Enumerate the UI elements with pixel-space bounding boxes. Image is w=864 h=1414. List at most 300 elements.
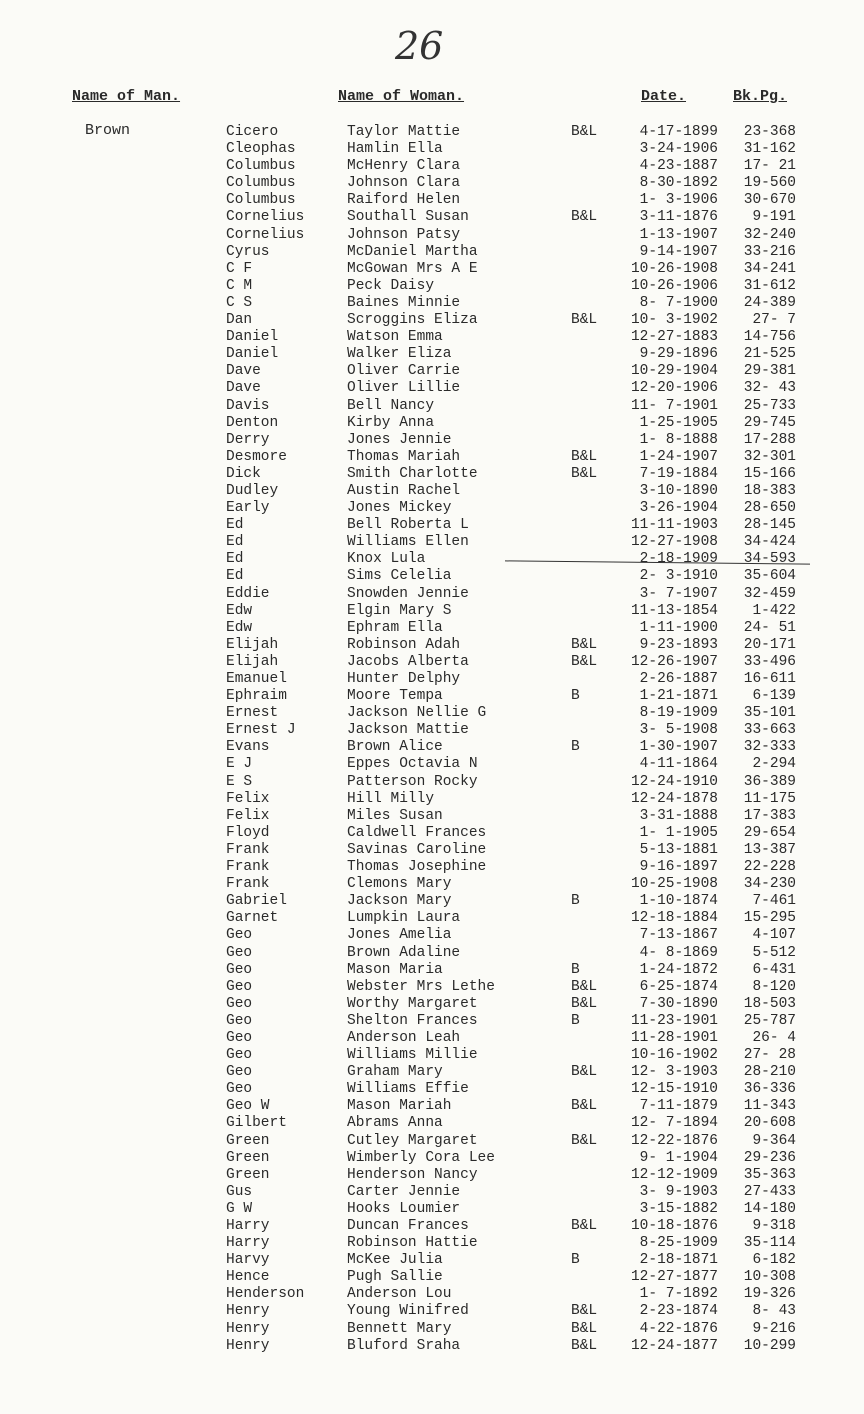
woman-name: Mason Mariah — [347, 1098, 452, 1115]
marriage-date: 3-15-1882 — [639, 1200, 718, 1217]
woman-name: Brown Adaline — [347, 944, 461, 961]
table-row — [0, 312, 864, 329]
given-name: Ephraim — [226, 688, 287, 705]
marriage-date: 1-10-1874 — [639, 893, 718, 910]
book-page: 31-162 — [743, 141, 796, 158]
book-page: 25-787 — [743, 1012, 796, 1029]
table-row — [0, 1303, 864, 1320]
table-row — [0, 227, 864, 244]
table-row — [0, 346, 864, 363]
given-name: Gus — [226, 1183, 253, 1200]
table-row — [0, 962, 864, 979]
marriage-date: 8-19-1909 — [639, 705, 718, 722]
given-name: Henry — [226, 1320, 270, 1337]
marriage-date: 7-11-1879 — [639, 1098, 718, 1115]
book-page: 35-604 — [743, 568, 796, 585]
marriage-date: 10-26-1906 — [630, 277, 718, 294]
table-row — [0, 500, 864, 517]
given-name: Daniel — [226, 346, 279, 363]
marriage-date: 12-20-1906 — [630, 380, 718, 397]
marriage-date: 12-18-1884 — [630, 910, 718, 927]
given-name: Daniel — [226, 329, 279, 346]
woman-name: Hamlin Ella — [347, 141, 443, 158]
marriage-date: 12-12-1909 — [630, 1166, 718, 1183]
given-name: Cornelius — [226, 209, 305, 226]
book-page: 35-101 — [743, 705, 796, 722]
given-name: Geo — [226, 1029, 253, 1046]
table-row — [0, 568, 864, 585]
marriage-date: 3-24-1906 — [639, 141, 718, 158]
given-name: Frank — [226, 876, 270, 893]
given-name: Dudley — [226, 482, 279, 499]
table-row — [0, 261, 864, 278]
book-page: 32- 43 — [743, 380, 796, 397]
book-page: 32-333 — [743, 739, 796, 756]
table-row — [0, 705, 864, 722]
book-page: 27-433 — [743, 1183, 796, 1200]
table-row — [0, 1269, 864, 1286]
marriage-date: 4-17-1899 — [639, 124, 718, 140]
given-name: Davis — [226, 397, 270, 414]
woman-name: Elgin Mary S — [347, 602, 452, 619]
book-page: 33-216 — [743, 243, 796, 260]
given-name: Ed — [226, 551, 244, 568]
woman-name: Sims Celelia — [347, 568, 452, 585]
given-name: Emanuel — [226, 671, 287, 687]
table-row — [0, 825, 864, 842]
given-name: Cicero — [226, 124, 279, 140]
marriage-date: 12-24-1910 — [630, 773, 718, 790]
record-note: B&L — [571, 448, 598, 465]
marriage-date: 1-11-1900 — [639, 619, 718, 636]
book-page: 9-216 — [752, 1320, 796, 1337]
given-name: Frank — [226, 859, 270, 876]
woman-name: Graham Mary — [347, 1064, 443, 1081]
record-note: B&L — [571, 1132, 598, 1149]
table-row — [0, 739, 864, 756]
book-page: 20-608 — [743, 1115, 796, 1132]
marriage-date: 10-18-1876 — [630, 1218, 718, 1234]
table-row — [0, 808, 864, 825]
given-name: Harry — [226, 1235, 270, 1252]
woman-name: Ephram Ella — [347, 619, 443, 636]
woman-name: Bennett Mary — [347, 1320, 452, 1337]
record-note: B — [571, 688, 580, 705]
given-name: Cyrus — [226, 243, 270, 260]
woman-name: Johnson Patsy — [347, 226, 461, 243]
given-name: Felix — [226, 807, 270, 824]
marriage-date: 2-23-1874 — [639, 1303, 718, 1320]
given-name: Green — [226, 1166, 270, 1183]
woman-name: Williams Effie — [347, 1081, 469, 1098]
header-date: Date. — [641, 88, 687, 105]
table-row — [0, 893, 864, 910]
woman-name: Kirby Anna — [347, 414, 435, 431]
woman-name: Abrams Anna — [347, 1115, 443, 1132]
table-row — [0, 175, 864, 192]
woman-name: Hooks Loumier — [347, 1200, 461, 1217]
woman-name: Walker Eliza — [347, 346, 452, 363]
book-page: 27- 28 — [743, 1047, 796, 1064]
book-page: 21-525 — [743, 346, 796, 363]
woman-name: Bluford Sraha — [347, 1337, 461, 1354]
given-name: Columbus — [226, 158, 296, 175]
woman-name: McGowan Mrs A E — [347, 260, 478, 277]
table-row — [0, 996, 864, 1013]
book-page: 13-387 — [743, 841, 796, 858]
book-page: 33-663 — [743, 722, 796, 739]
record-note: B&L — [571, 1303, 598, 1320]
marriage-date: 7-13-1867 — [639, 927, 718, 944]
book-page: 19-560 — [743, 175, 796, 192]
given-name: Geo — [226, 1047, 253, 1064]
given-name: Columbus — [226, 175, 296, 192]
given-name: Geo — [226, 1064, 253, 1081]
given-name: Geo — [226, 961, 253, 978]
record-note: B&L — [571, 465, 598, 482]
table-row — [0, 637, 864, 654]
marriage-date: 12-26-1907 — [630, 653, 718, 670]
book-page: 8-120 — [752, 978, 796, 995]
record-note: B&L — [571, 209, 598, 226]
woman-name: Young Winifred — [347, 1303, 469, 1320]
woman-name: Scroggins Eliza — [347, 312, 478, 329]
given-name: Geo — [226, 1012, 253, 1029]
record-note: B&L — [571, 1320, 598, 1337]
table-row — [0, 722, 864, 739]
given-name: Evans — [226, 739, 270, 756]
given-name: Desmore — [226, 448, 287, 465]
book-page: 29-236 — [743, 1149, 796, 1166]
book-page: 30-670 — [743, 192, 796, 209]
given-name: Harry — [226, 1218, 270, 1234]
record-note: B&L — [571, 995, 598, 1012]
marriage-date: 10-26-1908 — [630, 260, 718, 277]
woman-name: Hill Milly — [347, 790, 435, 807]
book-page: 10-308 — [743, 1269, 796, 1286]
woman-name: Williams Ellen — [347, 534, 469, 551]
marriage-date: 3-26-1904 — [639, 500, 718, 517]
given-name: Geo W — [226, 1098, 270, 1115]
woman-name: Austin Rachel — [347, 482, 461, 499]
book-page: 31-612 — [743, 277, 796, 294]
marriage-date: 1-21-1871 — [639, 688, 718, 705]
table-row — [0, 209, 864, 226]
book-page: 36-336 — [743, 1081, 796, 1098]
book-page: 15-295 — [743, 910, 796, 927]
marriage-date: 12-27-1883 — [630, 329, 718, 346]
given-name: Dave — [226, 380, 261, 397]
book-page: 32-459 — [743, 585, 796, 602]
marriage-date: 12-15-1910 — [630, 1081, 718, 1098]
woman-name: Mason Maria — [347, 961, 443, 978]
given-name: Floyd — [226, 824, 270, 841]
record-note: B&L — [571, 653, 598, 670]
given-name: Early — [226, 500, 270, 517]
given-name: Henry — [226, 1303, 270, 1320]
woman-name: Jacobs Alberta — [347, 653, 469, 670]
book-page: 11-343 — [743, 1098, 796, 1115]
marriage-date: 9-23-1893 — [639, 636, 718, 653]
table-row — [0, 620, 864, 637]
book-page: 24- 51 — [743, 619, 796, 636]
table-row — [0, 1252, 864, 1269]
given-name: Dave — [226, 363, 261, 380]
record-note: B&L — [571, 1064, 598, 1081]
woman-name: Carter Jennie — [347, 1183, 461, 1200]
book-page: 26- 4 — [752, 1029, 796, 1046]
woman-name: Jones Mickey — [347, 500, 452, 517]
marriage-date: 2-26-1887 — [639, 671, 718, 687]
marriage-date: 9-14-1907 — [639, 243, 718, 260]
woman-name: Bell Roberta L — [347, 517, 469, 534]
header-name-of-woman: Name of Woman. — [338, 88, 465, 105]
given-name: Geo — [226, 1081, 253, 1098]
woman-name: Caldwell Frances — [347, 824, 487, 841]
given-name: Garnet — [226, 910, 279, 927]
marriage-date: 1-13-1907 — [639, 226, 718, 243]
table-row — [0, 1201, 864, 1218]
book-page: 35-363 — [743, 1166, 796, 1183]
marriage-date: 8- 7-1900 — [639, 294, 718, 311]
woman-name: Oliver Carrie — [347, 363, 461, 380]
table-row — [0, 859, 864, 876]
woman-name: Patterson Rocky — [347, 773, 478, 790]
marriage-date: 4-11-1864 — [639, 756, 718, 773]
book-page: 36-389 — [743, 773, 796, 790]
table-row — [0, 842, 864, 859]
given-name: Edw — [226, 619, 253, 636]
record-note: B&L — [571, 1337, 598, 1354]
woman-name: Shelton Frances — [347, 1012, 478, 1029]
woman-name: Savinas Caroline — [347, 841, 487, 858]
record-note: B&L — [571, 124, 598, 140]
marriage-date: 9-29-1896 — [639, 346, 718, 363]
marriage-date: 12-24-1878 — [630, 790, 718, 807]
marriage-date: 7-19-1884 — [639, 465, 718, 482]
book-page: 5-512 — [752, 944, 796, 961]
woman-name: Webster Mrs Lethe — [347, 978, 495, 995]
woman-name: Miles Susan — [347, 807, 443, 824]
marriage-date: 10- 3-1902 — [630, 312, 718, 329]
woman-name: Oliver Lillie — [347, 380, 461, 397]
woman-name: Jackson Nellie G — [347, 705, 487, 722]
book-page: 14-756 — [743, 329, 796, 346]
book-page: 35-114 — [743, 1235, 796, 1252]
table-row — [0, 124, 864, 141]
book-page: 11-175 — [743, 790, 796, 807]
marriage-date: 10-16-1902 — [630, 1047, 718, 1064]
woman-name: Worthy Margaret — [347, 995, 478, 1012]
woman-name: McKee Julia — [347, 1252, 443, 1269]
table-row — [0, 244, 864, 261]
marriage-date: 12- 3-1903 — [630, 1064, 718, 1081]
woman-name: Anderson Leah — [347, 1029, 461, 1046]
table-row — [0, 603, 864, 620]
book-page: 34-424 — [743, 534, 796, 551]
woman-name: Knox Lula — [347, 551, 426, 568]
record-note: B&L — [571, 636, 598, 653]
marriage-date: 1-24-1907 — [639, 448, 718, 465]
book-page: 28-145 — [743, 517, 796, 534]
marriage-date: 5-13-1881 — [639, 841, 718, 858]
given-name: Gilbert — [226, 1115, 287, 1132]
given-name: Derry — [226, 431, 270, 448]
book-page: 17-383 — [743, 807, 796, 824]
marriage-date: 1- 1-1905 — [639, 824, 718, 841]
book-page: 29-381 — [743, 363, 796, 380]
record-note: B&L — [571, 1218, 598, 1234]
marriage-date: 11- 7-1901 — [630, 397, 718, 414]
book-page: 34-230 — [743, 876, 796, 893]
given-name: E S — [226, 773, 253, 790]
table-row — [0, 1150, 864, 1167]
marriage-date: 10-29-1904 — [630, 363, 718, 380]
marriage-date: 10-25-1908 — [630, 876, 718, 893]
table-row — [0, 910, 864, 927]
given-name: Denton — [226, 414, 279, 431]
marriage-date: 8-25-1909 — [639, 1235, 718, 1252]
book-page: 22-228 — [743, 859, 796, 876]
given-name: Edw — [226, 602, 253, 619]
table-row — [0, 278, 864, 295]
marriage-date: 2- 3-1910 — [639, 568, 718, 585]
table-row — [0, 141, 864, 158]
given-name: Ernest J — [226, 722, 296, 739]
marriage-date: 3-11-1876 — [639, 209, 718, 226]
given-name: Ed — [226, 517, 244, 534]
table-row — [0, 483, 864, 500]
book-page: 24-389 — [743, 294, 796, 311]
table-row — [0, 466, 864, 483]
woman-name: Jackson Mary — [347, 893, 452, 910]
table-row — [0, 1115, 864, 1132]
table-row — [0, 1030, 864, 1047]
table-row — [0, 551, 864, 568]
book-page: 9-364 — [752, 1132, 796, 1149]
table-row — [0, 432, 864, 449]
book-page: 4-107 — [752, 927, 796, 944]
woman-name: Duncan Frances — [347, 1218, 469, 1234]
woman-name: Jones Amelia — [347, 927, 452, 944]
table-row — [0, 1013, 864, 1030]
woman-name: Robinson Adah — [347, 636, 461, 653]
woman-name: Bell Nancy — [347, 397, 435, 414]
marriage-date: 12-22-1876 — [630, 1132, 718, 1149]
table-row — [0, 1235, 864, 1252]
woman-name: McHenry Clara — [347, 158, 461, 175]
woman-name: Henderson Nancy — [347, 1166, 478, 1183]
marriage-date: 11-23-1901 — [630, 1012, 718, 1029]
book-page: 32-301 — [743, 448, 796, 465]
woman-name: Raiford Helen — [347, 192, 461, 209]
table-row — [0, 1064, 864, 1081]
table-row — [0, 756, 864, 773]
table-row — [0, 1133, 864, 1150]
given-name: Henry — [226, 1337, 270, 1354]
marriage-date: 3-10-1890 — [639, 482, 718, 499]
book-page: 6-431 — [752, 961, 796, 978]
book-page: 2-294 — [752, 756, 796, 773]
marriage-date: 1-25-1905 — [639, 414, 718, 431]
woman-name: Johnson Clara — [347, 175, 461, 192]
woman-name: Clemons Mary — [347, 876, 452, 893]
table-row — [0, 1184, 864, 1201]
marriage-date: 4- 8-1869 — [639, 944, 718, 961]
woman-name: Brown Alice — [347, 739, 443, 756]
marriage-date: 1- 7-1892 — [639, 1286, 718, 1303]
woman-name: Pugh Sallie — [347, 1269, 443, 1286]
given-name: Geo — [226, 927, 253, 944]
given-name: Green — [226, 1132, 270, 1149]
woman-name: Taylor Mattie — [347, 124, 461, 140]
woman-name: Thomas Josephine — [347, 859, 487, 876]
woman-name: Williams Millie — [347, 1047, 478, 1064]
header-book-page: Bk.Pg. — [733, 88, 788, 105]
woman-name: Thomas Mariah — [347, 448, 461, 465]
book-page: 28-210 — [743, 1064, 796, 1081]
table-row — [0, 1286, 864, 1303]
woman-name: Moore Tempa — [347, 688, 443, 705]
record-note: B — [571, 1012, 580, 1029]
marriage-date: 4-22-1876 — [639, 1320, 718, 1337]
table-row — [0, 671, 864, 688]
given-name: Felix — [226, 790, 270, 807]
book-page: 7-461 — [752, 893, 796, 910]
book-page: 32-240 — [743, 226, 796, 243]
table-row — [0, 1098, 864, 1115]
table-row — [0, 654, 864, 671]
marriage-date: 12-27-1908 — [630, 534, 718, 551]
woman-name: Snowden Jennie — [347, 585, 469, 602]
given-name: Hence — [226, 1269, 270, 1286]
table-row — [0, 295, 864, 312]
woman-name: Hunter Delphy — [347, 671, 461, 687]
marriage-date: 7-30-1890 — [639, 995, 718, 1012]
surname: Brown — [85, 122, 131, 139]
table-row — [0, 534, 864, 551]
book-page: 18-383 — [743, 482, 796, 499]
table-row — [0, 363, 864, 380]
book-page: 28-650 — [743, 500, 796, 517]
book-page: 19-326 — [743, 1286, 796, 1303]
book-page: 6-139 — [752, 688, 796, 705]
given-name: Ed — [226, 568, 244, 585]
woman-name: Southall Susan — [347, 209, 469, 226]
marriage-date: 3- 7-1907 — [639, 585, 718, 602]
given-name: Gabriel — [226, 893, 287, 910]
table-row — [0, 1218, 864, 1235]
table-row — [0, 1167, 864, 1184]
table-row — [0, 688, 864, 705]
marriage-date: 3- 9-1903 — [639, 1183, 718, 1200]
record-note: B — [571, 893, 580, 910]
woman-name: Peck Daisy — [347, 277, 435, 294]
marriage-date: 1-30-1907 — [639, 739, 718, 756]
given-name: Geo — [226, 978, 253, 995]
book-page: 10-299 — [743, 1337, 796, 1354]
table-row — [0, 927, 864, 944]
record-list — [0, 124, 864, 1355]
given-name: E J — [226, 756, 253, 773]
table-row — [0, 1047, 864, 1064]
book-page: 1-422 — [752, 602, 796, 619]
given-name: Cornelius — [226, 226, 305, 243]
table-row — [0, 1321, 864, 1338]
woman-name: Lumpkin Laura — [347, 910, 461, 927]
marriage-date: 11-11-1903 — [630, 517, 718, 534]
given-name: Ed — [226, 534, 244, 551]
